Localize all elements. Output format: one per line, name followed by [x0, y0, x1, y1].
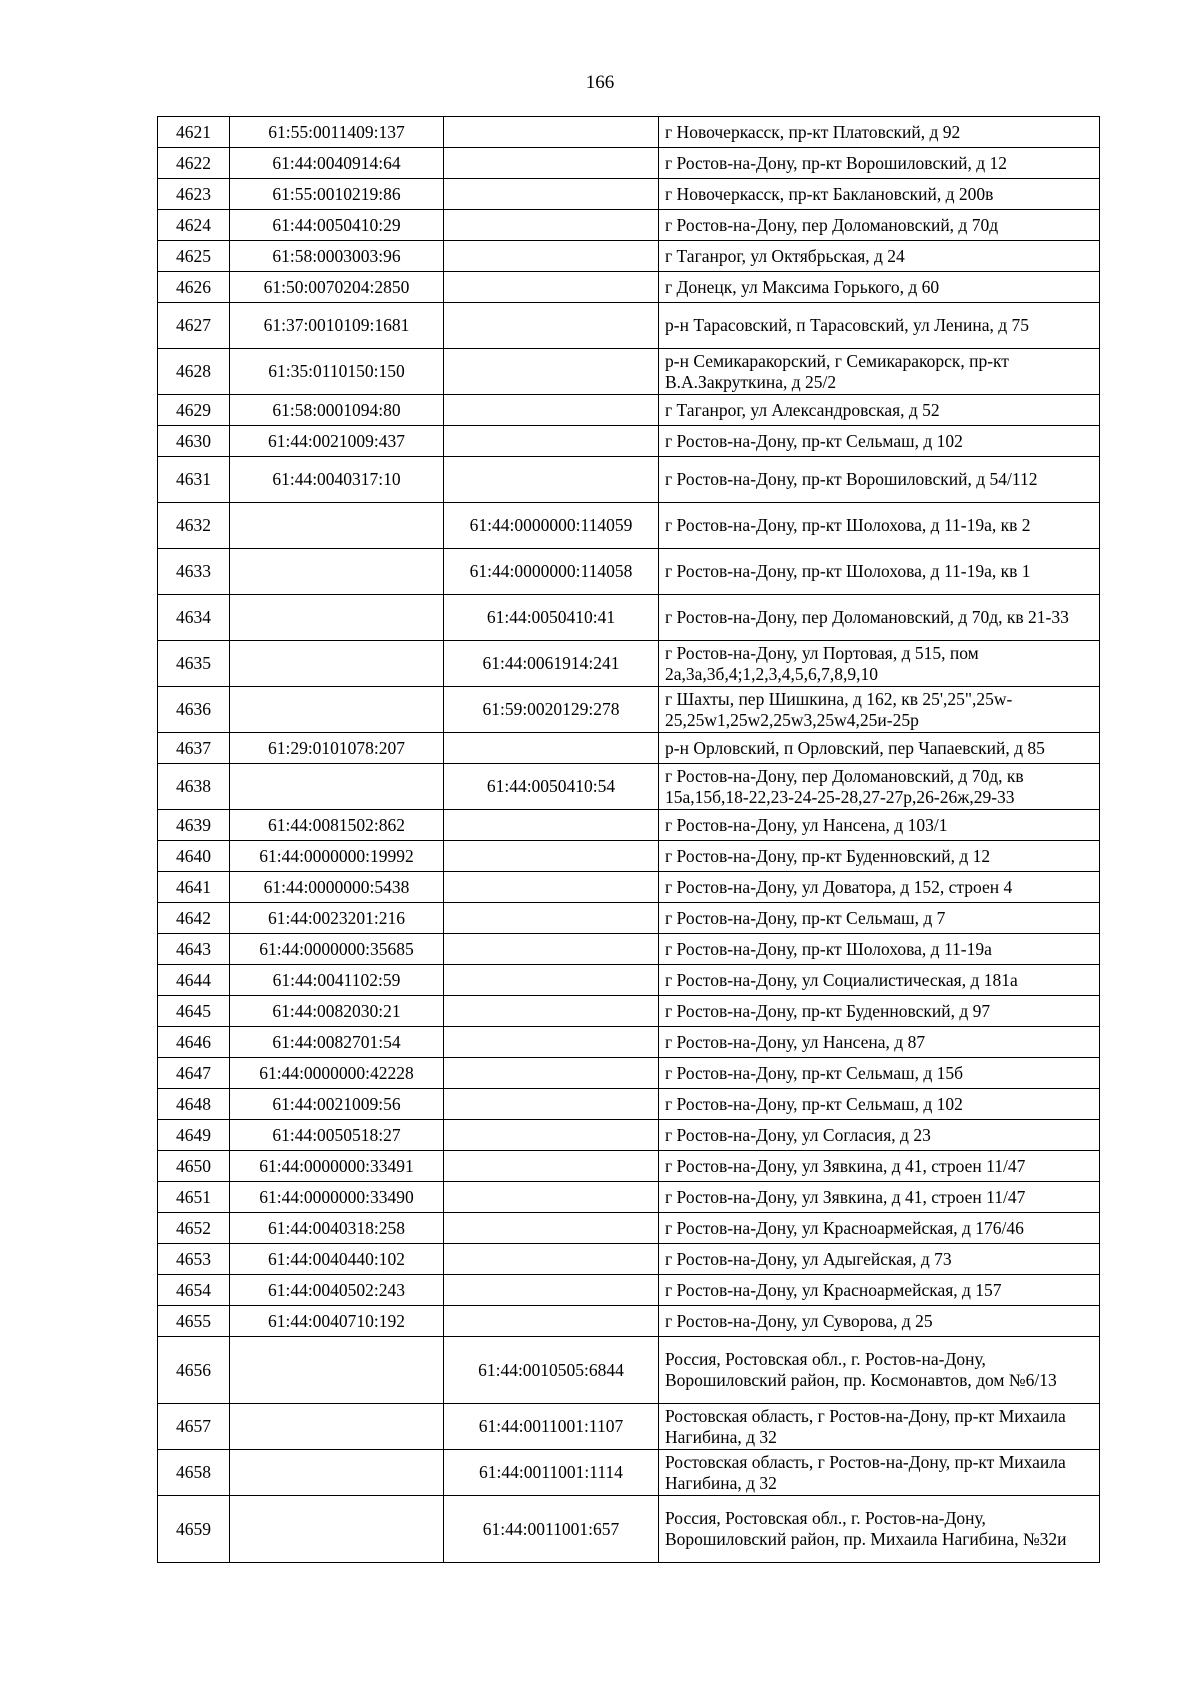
table-row	[158, 1496, 1100, 1563]
row-number-cell: 4631	[158, 457, 230, 503]
cadastral-number-cell: 61:58:0001094:80	[230, 395, 444, 426]
premises-cadastral-number-cell	[444, 841, 659, 872]
cadastral-number-cell: 61:44:0082701:54	[230, 1027, 444, 1058]
row-number-cell: 4654	[158, 1275, 230, 1306]
row-number-cell: 4637	[158, 733, 230, 764]
cadastral-number-cell: 61:44:0081502:862	[230, 810, 444, 841]
premises-cadastral-number-cell: 61:59:0020129:278	[444, 687, 659, 733]
registry-table	[157, 116, 1100, 1563]
address-cell: г Ростов-на-Дону, ул Зявкина, д 41, строен 11/47	[659, 1182, 1100, 1213]
premises-cadastral-number-cell	[444, 395, 659, 426]
premises-cadastral-number-cell	[444, 903, 659, 934]
address-cell: г Новочеркасск, пр-кт Баклановский, д 200в	[659, 179, 1100, 210]
row-number-cell: 4621	[158, 117, 230, 148]
row-number-cell: 4639	[158, 810, 230, 841]
premises-cadastral-number-cell: 61:44:0011001:657	[444, 1496, 659, 1563]
cadastral-number-cell: 61:44:0050410:29	[230, 210, 444, 241]
cadastral-number-cell: 61:44:0040317:10	[230, 457, 444, 503]
premises-cadastral-number-cell	[444, 457, 659, 503]
table-row	[158, 934, 1100, 965]
premises-cadastral-number-cell: 61:44:0050410:41	[444, 595, 659, 641]
table-row	[158, 426, 1100, 457]
address-cell: г Ростов-на-Дону, ул Красноармейская, д 157	[659, 1275, 1100, 1306]
row-number-cell: 4624	[158, 210, 230, 241]
cadastral-number-cell: 61:29:0101078:207	[230, 733, 444, 764]
premises-cadastral-number-cell	[444, 1089, 659, 1120]
address-cell: г Ростов-на-Дону, пр-кт Шолохова, д 11-19а, кв 1	[659, 549, 1100, 595]
premises-cadastral-number-cell: 61:44:0061914:241	[444, 641, 659, 687]
table-row	[158, 841, 1100, 872]
premises-cadastral-number-cell	[444, 210, 659, 241]
cadastral-number-cell: 61:44:0041102:59	[230, 965, 444, 996]
table-row	[158, 210, 1100, 241]
address-cell: г Ростов-на-Дону, пр-кт Буденновский, д 12	[659, 841, 1100, 872]
row-number-cell: 4643	[158, 934, 230, 965]
row-number-cell: 4636	[158, 687, 230, 733]
premises-cadastral-number-cell	[444, 1120, 659, 1151]
table-row	[158, 1089, 1100, 1120]
cadastral-number-cell: 61:44:0000000:19992	[230, 841, 444, 872]
table-row	[158, 549, 1100, 595]
table-row	[158, 641, 1100, 687]
address-cell: г Ростов-на-Дону, ул Социалистическая, д 181а	[659, 965, 1100, 996]
row-number-cell: 4630	[158, 426, 230, 457]
cadastral-number-cell	[230, 687, 444, 733]
cadastral-number-cell	[230, 641, 444, 687]
row-number-cell: 4649	[158, 1120, 230, 1151]
table-row	[158, 1213, 1100, 1244]
cadastral-number-cell: 61:44:0000000:33491	[230, 1151, 444, 1182]
table-row	[158, 457, 1100, 503]
table-row	[158, 1244, 1100, 1275]
cadastral-number-cell: 61:44:0000000:33490	[230, 1182, 444, 1213]
address-cell: г Ростов-на-Дону, ул Адыгейская, д 73	[659, 1244, 1100, 1275]
row-number-cell: 4653	[158, 1244, 230, 1275]
table-row	[158, 179, 1100, 210]
row-number-cell: 4622	[158, 148, 230, 179]
address-cell: Россия, Ростовская обл., г. Ростов-на-Дону, Ворошиловский район, пр. Михаила Нагибина, №32и	[659, 1496, 1100, 1563]
table-row	[158, 272, 1100, 303]
table-row	[158, 1027, 1100, 1058]
premises-cadastral-number-cell	[444, 179, 659, 210]
row-number-cell: 4642	[158, 903, 230, 934]
row-number-cell: 4645	[158, 996, 230, 1027]
address-cell: г Таганрог, ул Александровская, д 52	[659, 395, 1100, 426]
cadastral-number-cell	[230, 595, 444, 641]
premises-cadastral-number-cell	[444, 349, 659, 395]
premises-cadastral-number-cell	[444, 934, 659, 965]
cadastral-number-cell: 61:37:0010109:1681	[230, 303, 444, 349]
cadastral-number-cell	[230, 1450, 444, 1496]
address-cell: г Ростов-на-Дону, пр-кт Шолохова, д 11-19а, кв 2	[659, 503, 1100, 549]
cadastral-number-cell: 61:44:0040502:243	[230, 1275, 444, 1306]
address-cell: г Донецк, ул Максима Горького, д 60	[659, 272, 1100, 303]
cadastral-number-cell	[230, 1404, 444, 1450]
cadastral-number-cell: 61:44:0050518:27	[230, 1120, 444, 1151]
premises-cadastral-number-cell	[444, 117, 659, 148]
premises-cadastral-number-cell	[444, 426, 659, 457]
row-number-cell: 4656	[158, 1337, 230, 1404]
cadastral-number-cell	[230, 1337, 444, 1404]
premises-cadastral-number-cell	[444, 872, 659, 903]
cadastral-number-cell: 61:44:0040440:102	[230, 1244, 444, 1275]
address-cell: г Ростов-на-Дону, пр-кт Ворошиловский, д 12	[659, 148, 1100, 179]
table-row	[158, 903, 1100, 934]
premises-cadastral-number-cell: 61:44:0010505:6844	[444, 1337, 659, 1404]
row-number-cell: 4634	[158, 595, 230, 641]
address-cell: г Ростов-на-Дону, ул Доватора, д 152, строен 4	[659, 872, 1100, 903]
premises-cadastral-number-cell	[444, 810, 659, 841]
table-row	[158, 1306, 1100, 1337]
premises-cadastral-number-cell: 61:44:0050410:54	[444, 764, 659, 810]
row-number-cell: 4638	[158, 764, 230, 810]
address-cell: г Ростов-на-Дону, пр-кт Сельмаш, д 7	[659, 903, 1100, 934]
table-row	[158, 1275, 1100, 1306]
registry-table-body	[158, 117, 1100, 1563]
premises-cadastral-number-cell	[444, 1213, 659, 1244]
table-row	[158, 733, 1100, 764]
table-row	[158, 1151, 1100, 1182]
address-cell: г Ростов-на-Дону, пер Доломановский, д 70д, кв 15а,15б,18-22,23-24-25-28,27-27р,26-26ж,29-33	[659, 764, 1100, 810]
table-row	[158, 1337, 1100, 1404]
address-cell: г Ростов-на-Дону, пер Доломановский, д 70д, кв 21-33	[659, 595, 1100, 641]
premises-cadastral-number-cell	[444, 1058, 659, 1089]
table-row	[158, 764, 1100, 810]
table-row	[158, 241, 1100, 272]
row-number-cell: 4646	[158, 1027, 230, 1058]
row-number-cell: 4623	[158, 179, 230, 210]
table-row	[158, 303, 1100, 349]
row-number-cell: 4655	[158, 1306, 230, 1337]
address-cell: г Ростов-на-Дону, ул Нансена, д 103/1	[659, 810, 1100, 841]
address-cell: г Ростов-на-Дону, пр-кт Буденновский, д 97	[659, 996, 1100, 1027]
address-cell: г Шахты, пер Шишкина, д 162, кв 25',25",25w-25,25w1,25w2,25w3,25w4,25и-25р	[659, 687, 1100, 733]
premises-cadastral-number-cell	[444, 1027, 659, 1058]
address-cell: г Ростов-на-Дону, ул Зявкина, д 41, строен 11/47	[659, 1151, 1100, 1182]
table-row	[158, 996, 1100, 1027]
table-row	[158, 1404, 1100, 1450]
premises-cadastral-number-cell	[444, 996, 659, 1027]
premises-cadastral-number-cell	[444, 1182, 659, 1213]
table-row	[158, 1120, 1100, 1151]
cadastral-number-cell: 61:44:0040710:192	[230, 1306, 444, 1337]
table-row	[158, 148, 1100, 179]
premises-cadastral-number-cell	[444, 733, 659, 764]
address-cell: г Ростов-на-Дону, ул Нансена, д 87	[659, 1027, 1100, 1058]
table-row	[158, 117, 1100, 148]
address-cell: г Ростов-на-Дону, пр-кт Ворошиловский, д 54/112	[659, 457, 1100, 503]
table-row	[158, 595, 1100, 641]
premises-cadastral-number-cell	[444, 1151, 659, 1182]
row-number-cell: 4644	[158, 965, 230, 996]
address-cell: г Таганрог, ул Октябрьская, д 24	[659, 241, 1100, 272]
cadastral-number-cell: 61:44:0000000:42228	[230, 1058, 444, 1089]
cadastral-number-cell: 61:44:0082030:21	[230, 996, 444, 1027]
address-cell: г Новочеркасск, пр-кт Платовский, д 92	[659, 117, 1100, 148]
address-cell: г Ростов-на-Дону, пр-кт Сельмаш, д 102	[659, 426, 1100, 457]
row-number-cell: 4628	[158, 349, 230, 395]
table-row	[158, 872, 1100, 903]
premises-cadastral-number-cell	[444, 1275, 659, 1306]
table-row	[158, 349, 1100, 395]
row-number-cell: 4627	[158, 303, 230, 349]
address-cell: г Ростов-на-Дону, пер Доломановский, д 70д	[659, 210, 1100, 241]
cadastral-number-cell: 61:44:0000000:35685	[230, 934, 444, 965]
cadastral-number-cell: 61:44:0023201:216	[230, 903, 444, 934]
row-number-cell: 4652	[158, 1213, 230, 1244]
table-row	[158, 687, 1100, 733]
cadastral-number-cell: 61:44:0000000:5438	[230, 872, 444, 903]
table-row	[158, 503, 1100, 549]
table-row	[158, 395, 1100, 426]
premises-cadastral-number-cell	[444, 1306, 659, 1337]
cadastral-number-cell: 61:55:0010219:86	[230, 179, 444, 210]
cadastral-number-cell: 61:58:0003003:96	[230, 241, 444, 272]
table-row	[158, 1058, 1100, 1089]
address-cell: р-н Семикаракорский, г Семикаракорск, пр-кт В.А.Закруткина, д 25/2	[659, 349, 1100, 395]
cadastral-number-cell	[230, 764, 444, 810]
row-number-cell: 4635	[158, 641, 230, 687]
cadastral-number-cell: 61:44:0021009:437	[230, 426, 444, 457]
cadastral-number-cell	[230, 1496, 444, 1563]
premises-cadastral-number-cell: 61:44:0011001:1107	[444, 1404, 659, 1450]
address-cell: г Ростов-на-Дону, пр-кт Сельмаш, д 15б	[659, 1058, 1100, 1089]
address-cell: Ростовская область, г Ростов-на-Дону, пр-кт Михаила Нагибина, д 32	[659, 1404, 1100, 1450]
address-cell: г Ростов-на-Дону, ул Суворова, д 25	[659, 1306, 1100, 1337]
premises-cadastral-number-cell	[444, 965, 659, 996]
row-number-cell: 4647	[158, 1058, 230, 1089]
row-number-cell: 4657	[158, 1404, 230, 1450]
table-row	[158, 1182, 1100, 1213]
table-row	[158, 1450, 1100, 1496]
cadastral-number-cell: 61:44:0021009:56	[230, 1089, 444, 1120]
address-cell: р-н Орловский, п Орловский, пер Чапаевский, д 85	[659, 733, 1100, 764]
premises-cadastral-number-cell: 61:44:0000000:114059	[444, 503, 659, 549]
cadastral-number-cell: 61:55:0011409:137	[230, 117, 444, 148]
cadastral-number-cell: 61:50:0070204:2850	[230, 272, 444, 303]
premises-cadastral-number-cell	[444, 272, 659, 303]
row-number-cell: 4633	[158, 549, 230, 595]
address-cell: г Ростов-на-Дону, ул Согласия, д 23	[659, 1120, 1100, 1151]
row-number-cell: 4626	[158, 272, 230, 303]
cadastral-number-cell	[230, 503, 444, 549]
address-cell: Россия, Ростовская обл., г. Ростов-на-Дону, Ворошиловский район, пр. Космонавтов, дом №6/13	[659, 1337, 1100, 1404]
table-row	[158, 965, 1100, 996]
premises-cadastral-number-cell: 61:44:0000000:114058	[444, 549, 659, 595]
row-number-cell: 4659	[158, 1496, 230, 1563]
address-cell: р-н Тарасовский, п Тарасовский, ул Ленина, д 75	[659, 303, 1100, 349]
row-number-cell: 4632	[158, 503, 230, 549]
row-number-cell: 4651	[158, 1182, 230, 1213]
row-number-cell: 4650	[158, 1151, 230, 1182]
cadastral-number-cell: 61:44:0040318:258	[230, 1213, 444, 1244]
cadastral-number-cell	[230, 549, 444, 595]
premises-cadastral-number-cell	[444, 148, 659, 179]
premises-cadastral-number-cell	[444, 1244, 659, 1275]
address-cell: г Ростов-на-Дону, ул Красноармейская, д 176/46	[659, 1213, 1100, 1244]
cadastral-number-cell: 61:35:0110150:150	[230, 349, 444, 395]
address-cell: г Ростов-на-Дону, пр-кт Шолохова, д 11-19а	[659, 934, 1100, 965]
table-row	[158, 810, 1100, 841]
row-number-cell: 4629	[158, 395, 230, 426]
cadastral-number-cell: 61:44:0040914:64	[230, 148, 444, 179]
premises-cadastral-number-cell	[444, 303, 659, 349]
address-cell: г Ростов-на-Дону, пр-кт Сельмаш, д 102	[659, 1089, 1100, 1120]
row-number-cell: 4640	[158, 841, 230, 872]
row-number-cell: 4641	[158, 872, 230, 903]
row-number-cell: 4658	[158, 1450, 230, 1496]
row-number-cell: 4625	[158, 241, 230, 272]
premises-cadastral-number-cell	[444, 241, 659, 272]
premises-cadastral-number-cell: 61:44:0011001:1114	[444, 1450, 659, 1496]
address-cell: Ростовская область, г Ростов-на-Дону, пр-кт Михаила Нагибина, д 32	[659, 1450, 1100, 1496]
row-number-cell: 4648	[158, 1089, 230, 1120]
page-number: 166	[585, 72, 615, 93]
address-cell: г Ростов-на-Дону, ул Портовая, д 515, пом 2а,3а,3б,4;1,2,3,4,5,6,7,8,9,10	[659, 641, 1100, 687]
